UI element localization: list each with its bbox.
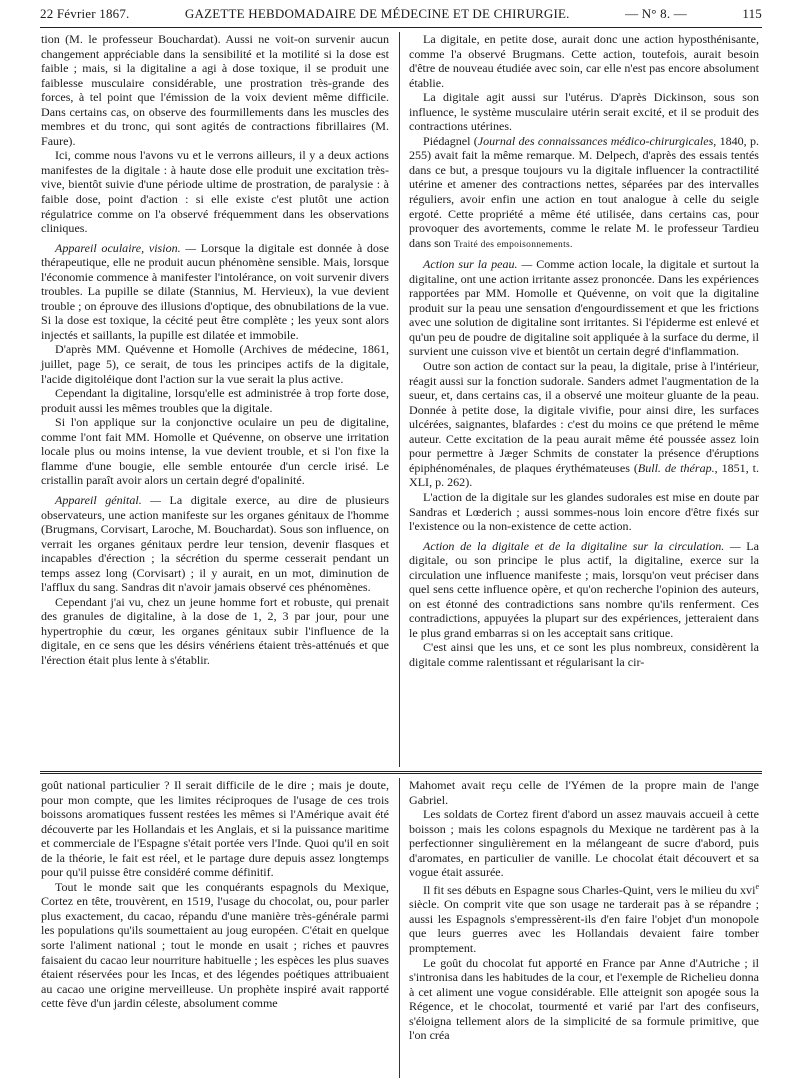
lower-right-column [409,778,759,1043]
header-issue-number: — N° 8. — [625,6,687,21]
header-page-number: 115 [742,6,762,21]
paragraph: Tout le monde sait que les conquérants espagnols du Mexique, Cortez en tête, trouvèrent, en 1519, l'usage du chocolat, ou, pour parler plus exactement, du cacao, répandu d'une manière très-générale parmi les populations qu'ils soumettaient au joug européen. C'était en quelque sorte l'aliment national ; tout le monde en usait ; riches et pauvres faisaient du cacao leur nourriture habituelle ; les espèces les plus suaves étaient réservées pour les Incas, et des légendes poétiques attribuaient au cacao une origine merveilleuse. Un prophète inspiré avait rapporté cette fève d'un jardin céleste, absolument comme [41,879,389,1011]
header-title: GAZETTE HEBDOMADAIRE DE MÉDECINE ET DE CHIRURGIE. [184,6,570,21]
paragraph: Appareil génital. — La digitale exerce, au dire de plusieurs observateurs, une action manifeste sur les organes génitaux de l'homme (Brugmans, Corvisart, Laroche, M. Bouchardat). Sous son influence, on verrait les organes génitaux perdre leur tension, devenir flasques et incapables d'érection ; la sécrétion du sperme cesserait pendant un temps assez long (Corvisart) ; il y aurait, en un mot, diminution de l'afflux du sang. Sandras dit n'avoir jamais observé ces phénomènes. [41,492,390,595]
paragraph: Si l'on applique sur la conjonctive oculaire un peu de digitaline, comme l'ont fait MM. Homolle et Quévenne, on observe une irritation locale plus ou moins intense, la vue devient trouble, et si l'on fixe la flamme d'une bougie, elle semble entourée d'un cercle irisé. Le cristallin paraît avoir alors un certain degré d'opalinité. [41,415,389,488]
header-rule [40,27,762,28]
column-divider [399,32,400,767]
paragraph: Cependant la digitaline, lorsqu'elle est administrée à trop forte dose, produit aussi les mêmes troubles que la digitale. [41,386,389,415]
paragraph: Piédagnel (Journal des connaissances médico-chirurgicales, 1840, p. 255) avait fait la même remarque. M. Delpech, d'après des essais tentés dans ce but, a presque toujours vu la digitale influencer la contractilité utérine et amener des contractions nettes, séparées par des intervalles réguliers, avoir enfin une action en tout analogue à celle du seigle ergoté. Cette propriété a même été utilisée, dans certains cas, pour provoquer des avortements, comme le relate M. le professeur Tardieu dans son Traité des empoisonnements. [409,133,759,250]
paragraph: L'action de la digitale sur les glandes sudorales est mise en doute par Sandras et Lœderich ; aussi sommes-nous loin encore d'être fixés sur l'existence ou la non-existence de cette action. [409,489,759,534]
section-heading: Appareil oculaire, vision. — [55,240,197,255]
section-heading: Appareil génital. — [55,492,161,507]
lower-left-column [41,778,389,1011]
paragraph: Le goût du chocolat fut apporté en France par Anne d'Autriche ; il s'intronisa dans les habitudes de la cour, et l'exemple de Richelieu donna à cet aliment une vogue considérable. Elle atteignit son apogée sous la Régence, et le chocolat, tourmenté et varié par l'art des confiseurs, s'éloigna tellement alors de la simplicité de sa formule primitive, que l'on créa [409,955,759,1043]
paragraph: La digitale agit aussi sur l'utérus. D'après Dickinson, sous son influence, le système musculaire utérin serait excité, et il se produit des contractions utérines. [409,90,759,134]
journal-citation: Bull. de thérap. [637,460,715,475]
section-heading: Action de la digitale et de la digitaline sur la circulation. — [423,538,741,553]
paragraph: Action de la digitale et de la digitaline sur la circulation. — La digitale, ou son principe le plus actif, la digitaline, exerce sur la circulation une influence manifeste ; mais, lorsqu'on veut préciser dans quel sens cette influence opère, et qu'on recherche l'opinion des auteurs, on est étonné des contradictions sans nombre qu'ils renferment. Ces contradictions, appuyées la plupart sur des expériences, jetteraient dans le plus grand embarras si on les acceptait sans critique. [409,538,759,640]
paragraph: tion (M. le professeur Bouchardat). Aussi ne voit-on survenir aucun changement appréciable dans la sensibilité et la motilité si la dose est faible ; mais, si la digitaline a agi à dose toxique, il se produit une faiblesse musculaire considérable, une prostration très-grande des forces, à tel point que l'émission de la voix devient même difficile. Dans certains cas, on observe des fourmillements dans les muscles des membres et du tronc, qui sont agités de contractions fibrillaires (M. Faure). [41,32,389,148]
column-divider [399,778,400,1078]
paragraph: Mahomet avait reçu celle de l'Yémen de la propre main de l'ange Gabriel. [409,778,759,807]
journal-citation: Journal des connaissances médico-chirurgicales [477,133,714,148]
upper-left-column [41,32,389,668]
paragraph: Cependant j'ai vu, chez un jeune homme fort et robuste, qui prenait des granules de digitaline, à la dose de 1, 2, 3 par jour, pour une hypertrophie du cœur, les organes génitaux subir l'influence de la digitale, en ce sens que les désirs vénériens étaient très-atténués et que l'érection était plus lente à s'établir. [41,594,389,667]
paragraph: goût national particulier ? Il serait difficile de le dire ; mais je doute, pour mon compte, que les limites réciproques de l'usage de ces trois boissons aromatiques fussent restées les mêmes si l'Amérique avait été découverte par les Hollandais et les Anglais, et si la puissance maritime et commerciale de l'Espagne s'était portée vers l'Inde. Quoi qu'il en soit de la théorie, le fait est réel, et le partage dure depuis assez longtemps pour qu'il puisse être considéré comme définitif. [41,778,389,880]
feuilleton-separator [40,771,762,774]
header-date: 22 Février 1867. [40,6,130,21]
paragraph: La digitale, en petite dose, aurait donc une action hyposthénisante, comme l'a observé Brugmans. Cette action, toutefois, aurait besoin d'être de nouveau étudiée avec soin, car elle n'est pas encore absolument établie. [409,32,759,90]
paragraph: D'après MM. Quévenne et Homolle (Archives de médecine, 1861, juillet, page 5), ce serait, de tous les principes actifs de la digitale, l'acide digitoléique dont l'action sur la vue serait la plus active. [41,342,389,386]
book-title: Traité des empoisonnements. [453,239,573,250]
paragraph: Outre son action de contact sur la peau, la digitale, prise à l'intérieur, réagit aussi sur la fonction sudorale. Sanders admet l'augmentation de la sueur, et, dans certains cas, il a observé une moiteur gluante de la peau. Donnée à petite dose, la digitale vivifie, pour ainsi dire, les surfaces ulcérées, saignantes, blafardes : c'est du moins ce que prétend le même auteur. Cette excitation de la peau aurait même été poussée assez loin pour permettre à Jæger Schmits de constater la présence d'éruptions épiphénoménales, de plaques érythémateuses (Bull. de thérap., 1851, t. XLI, p. 262). [409,359,760,490]
paragraph: Appareil oculaire, vision. — Lorsque la digitale est donnée à dose thérapeutique, elle ne produit aucun phénomène sensible. Mais, lorsque l'économie commence à manifester l'intolérance, on voit survenir divers troubles. La pupille se dilate (Stannius, M. Hervieux), la vue devient trouble ; on éprouve des illusions d'optique, des obnubilations de la vue. Si la dose est toxique, la cécité peut être complète ; les yeux sont alors injectés et saillants, la pupille est dilatée et immobile. [41,240,389,342]
paragraph: C'est ainsi que les uns, et ce sont les plus nombreux, considèrent la digitale comme ralentissant et régularisant la cir- [409,640,759,669]
paragraph: Il fit ses débuts en Espagne sous Charles-Quint, vers le milieu du xvi$^e$ siècle. On comprit vite que son usage ne tarderait pas à se répandre ; aussi les Espagnols s'empressèrent-ils d'en faire l'objet d'un monopole que leurs guerres avec les Hollandais devaient faire tomber promptement. [409,881,759,956]
section-heading: Action sur la peau. — [423,257,533,272]
paragraph: Ici, comme nous l'avons vu et le verrons ailleurs, il y a deux actions manifestes de la digitale : à haute dose elle produit une excitation très-vive, bientôt suivie d'une période ultime de prostration, de paralysie : à faible dose, point d'action : si elle existe c'est plutôt une action régulatrice comme on l'a observé fréquemment dans les observations cliniques. [41,148,389,236]
page-header [40,3,762,25]
upper-right-column [409,32,759,670]
paragraph: Les soldats de Cortez firent d'abord un assez mauvais accueil à cette boisson ; mais les colons espagnols du Mexique ne tardèrent pas à la perfectionner singulièrement en la mélangeant de sucre d'abord, puis d'aromates, en particulier de vanille. Le chocolat était découvert et sa vogue était assurée. [409,807,759,880]
paragraph: Action sur la peau. — Comme action locale, la digitale et surtout la digitaline, ont une action irritante assez prononcée. Dans les expériences rapportées par MM. Homolle et Quévenne, on voit que la digitaline produit sur la peau une sensation d'engourdissement et que les frictions avec une solution de digitaline sont irritantes. Si l'épiderme est enlevé et qu'un peu de poudre de digitaline soit appliquée à la surface du derme, il survient une cuisson vive et bientôt un certain degré d'inflammation. [409,257,760,359]
